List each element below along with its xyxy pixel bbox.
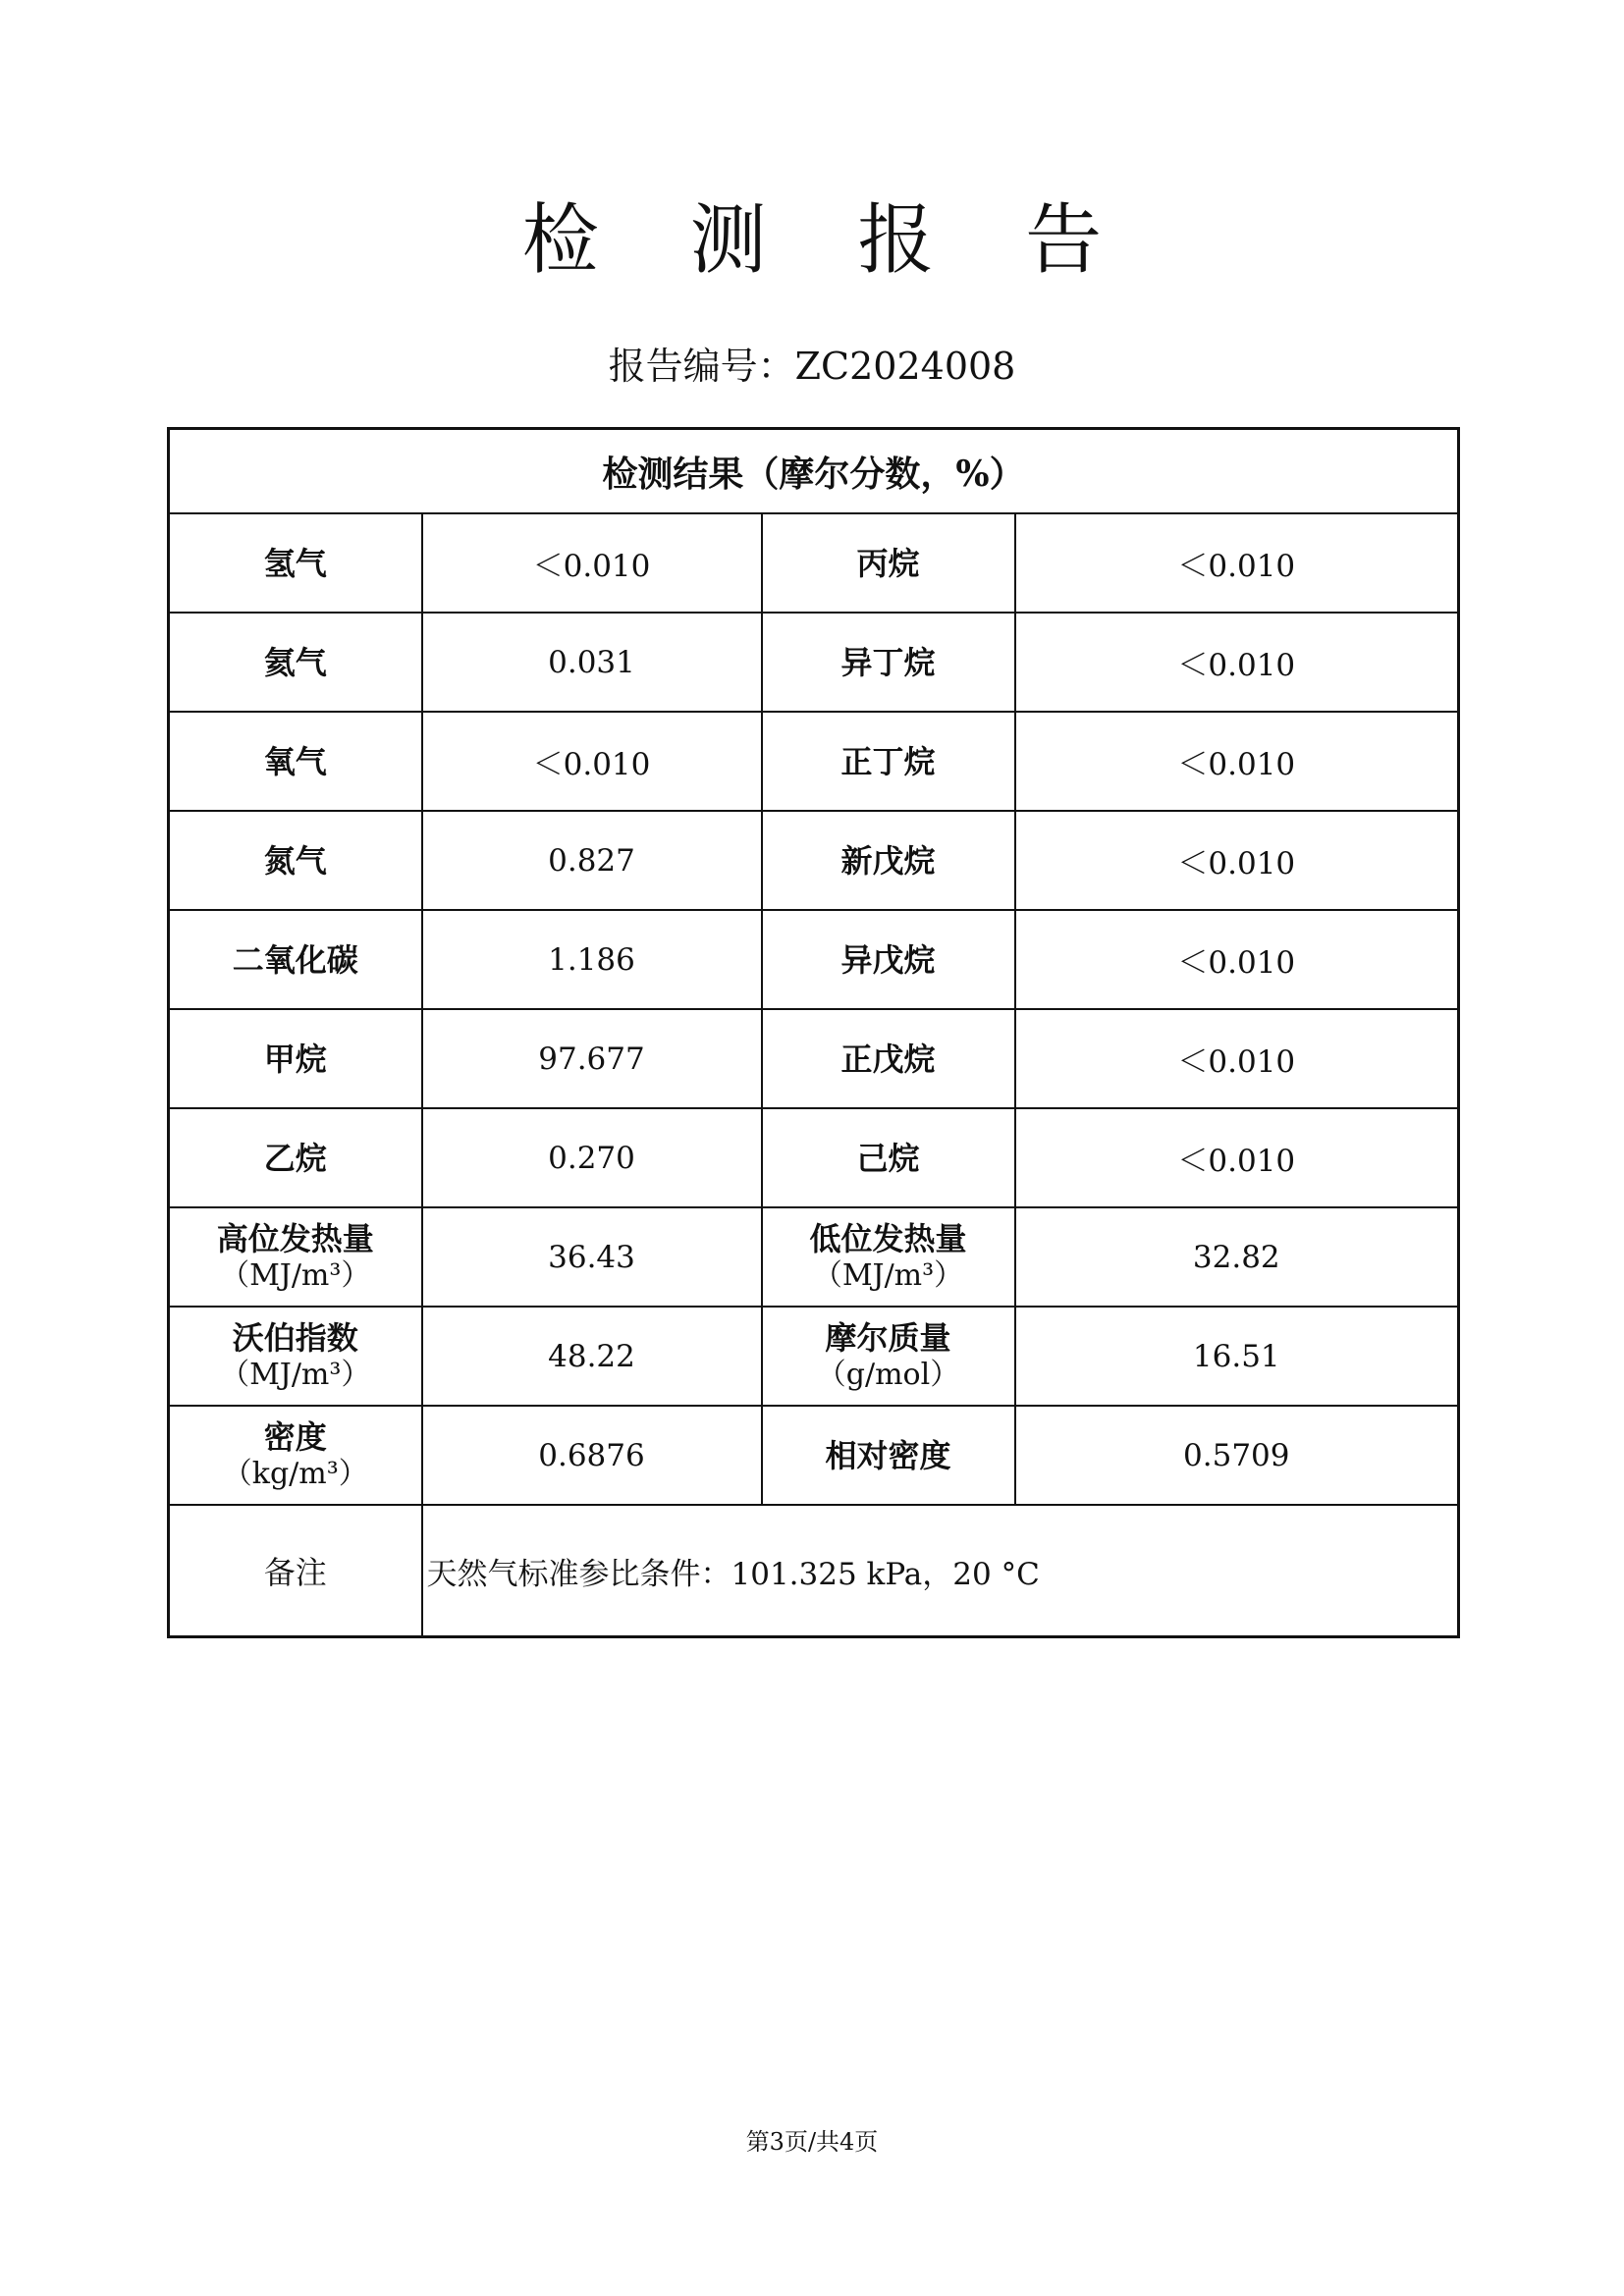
table-row [169,1307,1459,1406]
property-unit: （g/mol） [816,1357,960,1392]
component-value: 1.186 [422,910,762,1009]
component-label: 氢气 [169,513,422,613]
results-table [167,427,1460,1638]
component-label: 氦气 [169,613,422,712]
property-label [762,1207,1015,1307]
property-unit: （MJ/m³） [220,1357,371,1392]
component-value: ＜0.010 [1015,712,1459,811]
relative-density-label: 相对密度 [762,1406,1015,1505]
density-value: 0.6876 [422,1406,762,1505]
component-label: 己烷 [762,1108,1015,1207]
component-label: 乙烷 [169,1108,422,1207]
component-value: ＜0.010 [422,712,762,811]
note-text: 天然气标准参比条件：101.325 kPa，20 °C [422,1505,1459,1637]
component-value: ＜0.010 [1015,1009,1459,1108]
property-label [169,1207,422,1307]
table-row [169,1108,1459,1207]
component-label: 二氧化碳 [169,910,422,1009]
component-value: ＜0.010 [422,513,762,613]
table-row [169,1207,1459,1307]
property-value: 48.22 [422,1307,762,1406]
table-row [169,910,1459,1009]
table-row [169,712,1459,811]
table-row [169,1406,1459,1505]
component-value: ＜0.010 [1015,811,1459,910]
table-header: 检测结果（摩尔分数，%） [169,429,1459,514]
relative-density-value: 0.5709 [1015,1406,1459,1505]
component-value: ＜0.010 [1015,613,1459,712]
component-label: 丙烷 [762,513,1015,613]
component-label: 异戊烷 [762,910,1015,1009]
note-row [169,1505,1459,1637]
component-label: 甲烷 [169,1009,422,1108]
property-unit: （kg/m³） [222,1456,368,1491]
property-label [169,1307,422,1406]
property-label [762,1307,1015,1406]
density-label [169,1406,422,1505]
component-label: 异丁烷 [762,613,1015,712]
page-footer: 第3页/共4页 [745,2128,879,2156]
table-row [169,811,1459,910]
table-row [169,613,1459,712]
property-name: 摩尔质量 [825,1318,951,1357]
component-label: 氧气 [169,712,422,811]
component-value: ＜0.010 [1015,910,1459,1009]
component-label: 正丁烷 [762,712,1015,811]
component-value: 97.677 [422,1009,762,1108]
component-label: 新戊烷 [762,811,1015,910]
property-unit: （MJ/m³） [812,1257,964,1293]
property-value: 32.82 [1015,1207,1459,1307]
component-value: ＜0.010 [1015,1108,1459,1207]
component-value: 0.031 [422,613,762,712]
component-value: ＜0.010 [1015,513,1459,613]
report-number: 报告编号：ZC2024008 [608,345,1016,388]
property-name: 密度 [263,1417,327,1456]
note-label: 备注 [169,1505,422,1637]
property-unit: （MJ/m³） [220,1257,371,1293]
component-label: 氮气 [169,811,422,910]
component-value: 0.270 [422,1108,762,1207]
property-name: 低位发热量 [809,1219,967,1257]
property-value: 36.43 [422,1207,762,1307]
component-label: 正戊烷 [762,1009,1015,1108]
component-value: 0.827 [422,811,762,910]
table-row [169,513,1459,613]
property-name: 高位发热量 [216,1219,374,1257]
report-title: 检 测 报 告 [521,196,1136,285]
table-row [169,1009,1459,1108]
property-name: 沃伯指数 [232,1318,358,1357]
property-value: 16.51 [1015,1307,1459,1406]
